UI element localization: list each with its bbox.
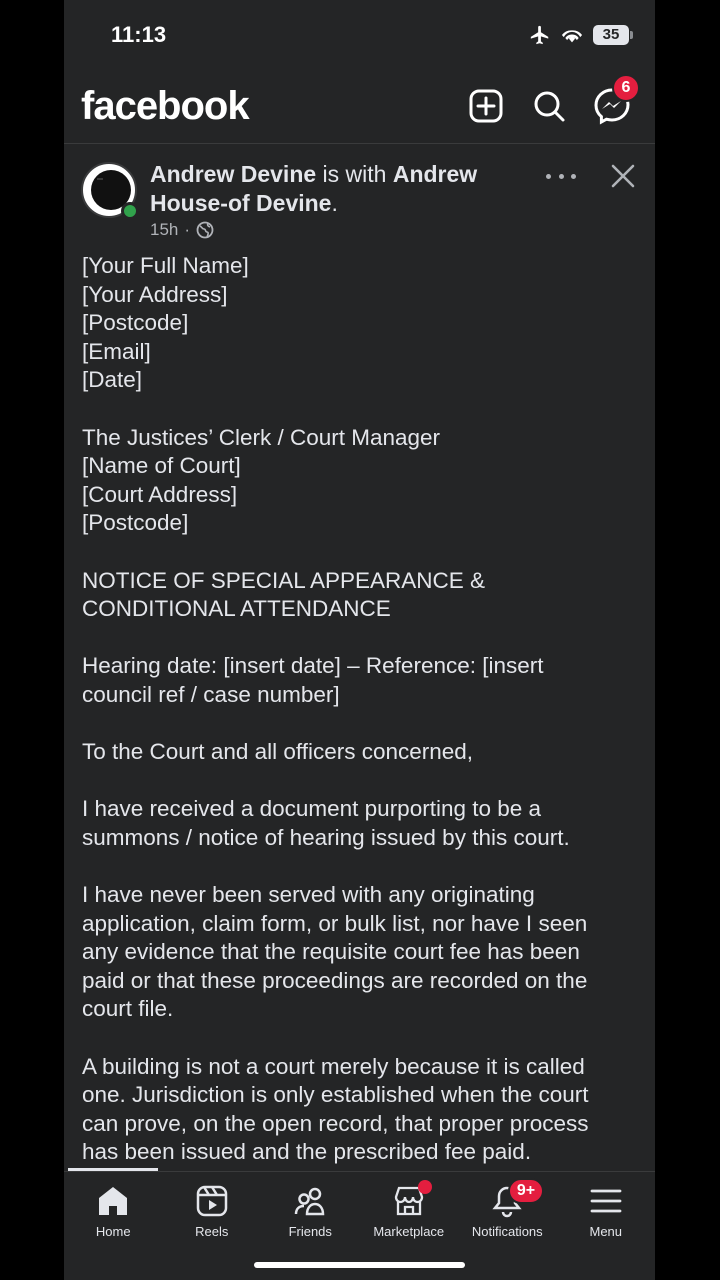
close-icon[interactable] — [610, 163, 636, 189]
nav-label: Menu — [589, 1224, 623, 1239]
create-button[interactable] — [464, 84, 508, 128]
notifications-badge: 9+ — [508, 1178, 544, 1204]
post-paragraph: The Justices’ Clerk / Court Manager [Name of Court] [Court Address] [Postcode] — [82, 424, 441, 536]
messenger-badge: 6 — [612, 74, 640, 102]
dot-icon — [559, 174, 564, 179]
wifi-icon — [561, 26, 583, 44]
post-paragraph: [Your Full Name] [Your Address] [Postcode] [Email] [Date] — [82, 253, 249, 393]
globe-icon — [196, 221, 214, 239]
post-paragraph: NOTICE OF SPECIAL APPEARANCE & CONDITIONAL ATTENDANCE — [82, 567, 486, 622]
nav-label: Reels — [195, 1224, 229, 1239]
post-title: Andrew Devine is with Andrew House-of Devine. — [150, 161, 478, 216]
post-meta: 15h · — [150, 220, 214, 240]
app-screen — [64, 0, 655, 1280]
nav-notifications[interactable] — [458, 1172, 557, 1252]
search-icon — [531, 88, 567, 124]
nav-home[interactable] — [64, 1172, 163, 1252]
nav-label: Notifications — [471, 1224, 543, 1239]
tagged-name[interactable]: Andrew House-of Devine — [150, 161, 478, 216]
search-button[interactable] — [527, 84, 571, 128]
airplane-icon — [529, 24, 551, 46]
home-icon — [96, 1184, 130, 1218]
dot-icon — [546, 174, 551, 179]
messenger-button[interactable] — [590, 79, 634, 128]
plus-square-icon — [468, 88, 504, 124]
post-paragraph: Hearing date: [insert date] – Reference: [insert council ref / case number] — [82, 653, 544, 707]
status-time: 11:13 — [111, 22, 167, 47]
friends-icon — [293, 1184, 327, 1218]
status-bar — [64, 0, 655, 70]
post-paragraph: To the Court and all officers concerned, — [82, 739, 474, 765]
reels-icon — [195, 1184, 229, 1218]
home-indicator — [254, 1262, 465, 1268]
post-body — [82, 252, 642, 1196]
app-header — [64, 70, 655, 144]
dot-icon — [571, 174, 576, 179]
marketplace-dot — [418, 1180, 432, 1194]
avatar-art: ⋯ — [97, 177, 103, 183]
status-icons — [529, 24, 629, 46]
battery-indicator: 35 — [593, 25, 629, 45]
with-text: is with — [322, 161, 387, 187]
nav-label: Home — [95, 1224, 131, 1239]
post-paragraph: I have received a document purporting to be a summons / notice of hearing issued by this court. — [82, 796, 570, 850]
post-time[interactable]: 15h — [150, 220, 179, 239]
nav-marketplace[interactable] — [360, 1172, 459, 1252]
nav-menu[interactable] — [557, 1172, 656, 1252]
menu-icon — [589, 1184, 623, 1218]
post-paragraph: I have never been served with any originating application, claim form, or bulk list, nor have I seen any evidence that the requisite court fee has been paid or that these proceedings are recorded on the court file. — [82, 882, 588, 1022]
nav-label: Friends — [288, 1224, 332, 1239]
post-header — [64, 158, 655, 248]
post-paragraph: A building is not a court merely because it is called one. Jurisdiction is only established when the court can prove, on the open record, that proper process has been issued and the prescribed fee paid. — [82, 1053, 589, 1165]
nav-label: Marketplace — [373, 1224, 445, 1239]
more-options-button[interactable] — [546, 166, 576, 186]
online-status-dot — [121, 202, 139, 220]
nav-reels[interactable] — [163, 1172, 262, 1252]
facebook-logo[interactable]: facebook — [81, 84, 249, 128]
nav-friends[interactable] — [261, 1172, 360, 1252]
author-name[interactable]: Andrew Devine — [150, 161, 317, 187]
